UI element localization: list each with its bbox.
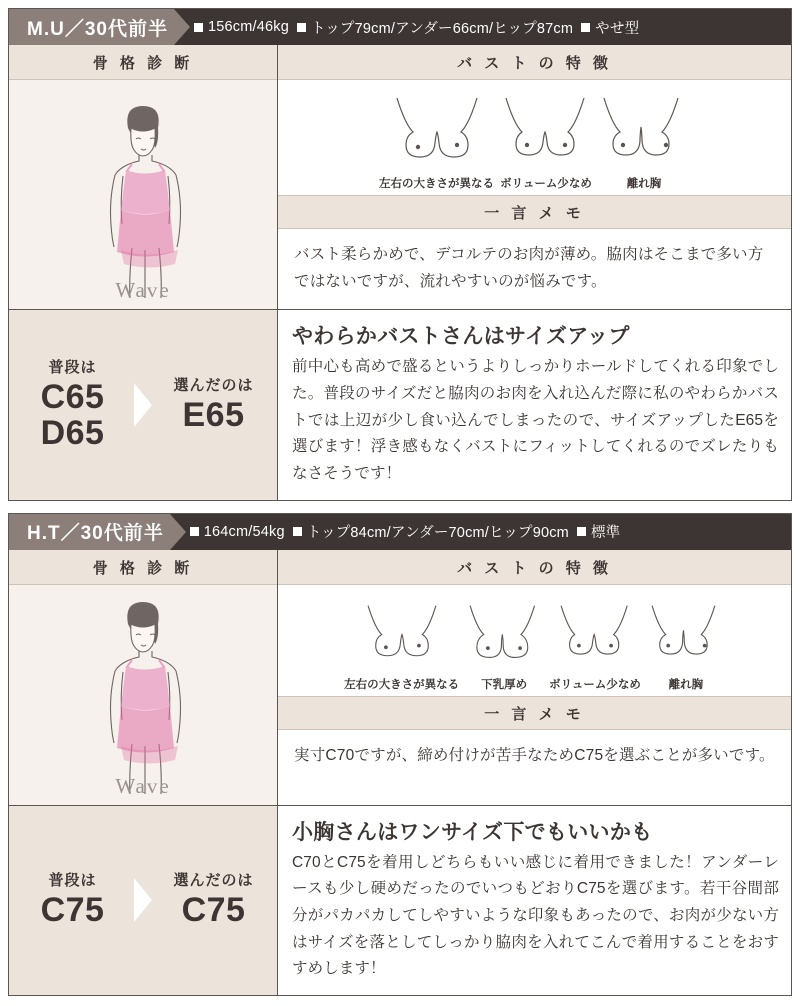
spec-text: トップ84cm/アンダー70cm/ヒップ90cm: [306, 525, 569, 542]
bust-shape-icon: [391, 90, 483, 168]
memo-text: バスト柔らかめで、デコルテのお肉が薄め。脇肉はそこまで多い方ではないですが、流れやすいのが悩みです。: [294, 246, 764, 291]
bust-feature-caption: 離れ胸: [626, 178, 662, 190]
bust-feature: [549, 595, 641, 692]
bust-feature-caption: ボリューム少なめ: [500, 178, 592, 190]
review-title: やわらかバストさんはサイズアップ: [292, 325, 630, 349]
bust-feature: [379, 90, 494, 191]
chosen-size-value: C75: [181, 891, 246, 930]
usual-size: [9, 310, 136, 499]
bust-feature-list: [278, 80, 791, 195]
review-text: C70とC75を着用しどちらもいい感じに着用できました！アンダーレースも少し硬めだったのでいつもどおりC75を選びます。若干谷間部分がパカパカしてしやすいような印象もあったので、お肉が少ない方はサイズを落としてしっかり脇肉を入れてこんで着用することをおすすめします！: [292, 853, 779, 978]
usual-size-value-1: C75: [40, 891, 105, 930]
skeleton-column: [9, 45, 278, 309]
bust-column: [278, 550, 791, 805]
usual-size-value-1: C65: [40, 377, 105, 416]
skeleton-title: 骨 格 診 断: [9, 550, 277, 585]
spec-item: [577, 521, 620, 542]
usual-size-label: 普段は: [48, 872, 97, 890]
bust-feature-caption: 下乳厚め: [481, 678, 528, 691]
bust-feature-caption: ボリューム少なめ: [549, 678, 641, 691]
skeleton-type-label: Wave: [115, 773, 171, 798]
header-wedge: [170, 514, 186, 550]
spec-text: 164cm/54kg: [203, 523, 285, 540]
bust-feature-caption: 左右の大きさが異なる: [379, 178, 494, 190]
memo-text: 実寸C70ですが、締め付けが苦手なためC75を選ぶことが多いです。: [294, 746, 775, 764]
upper-section: [9, 550, 791, 806]
body-figure: [9, 585, 277, 805]
bust-feature-list: [278, 585, 791, 696]
bust-shape-icon: [556, 595, 634, 669]
bust-shape-icon: [363, 595, 441, 669]
chosen-size-label: 選んだのは: [173, 377, 254, 395]
spec-text: 156cm/46kg: [207, 19, 289, 35]
female-body-illustration: [68, 98, 218, 303]
spec-text: トップ79cm/アンダー66cm/ヒップ87cm: [310, 20, 574, 37]
chosen-size: [150, 310, 277, 499]
person-block: [8, 513, 792, 996]
body-figure: [9, 80, 277, 309]
spec-text: やせ型: [595, 20, 640, 37]
skeleton-column: [9, 550, 278, 805]
bust-feature: [500, 90, 592, 191]
spec-text: 標準: [590, 525, 621, 542]
spec-item: [190, 524, 285, 540]
chosen-size-value: E65: [182, 396, 245, 435]
spec-item: [194, 19, 289, 35]
size-summary-section: [9, 806, 791, 995]
person-name: H.T／30代前半: [9, 514, 170, 550]
square-bullet-icon: [297, 23, 306, 32]
spec-item: [581, 17, 639, 38]
bust-feature: [647, 595, 725, 692]
usual-size-value-2: D65: [40, 414, 105, 453]
bust-shape-icon: [598, 90, 690, 168]
bust-shape-icon: [465, 595, 543, 669]
review-text: 前中心も高めで盛るというよりしっかりホールドしてくれる印象でした。普段のサイズだと脇肉のお肉を入れ込んだ際に私のやわらかバストでは上辺が少し食い込んでしまったので、サイズアップしたE65を選びます！浮き感もなくバストにフィットしてくれるのでズレたりもなさそうです！: [292, 358, 779, 482]
person-specs: [190, 9, 791, 45]
review-comment: [278, 806, 791, 995]
square-bullet-icon: [194, 23, 203, 32]
person-block: [8, 8, 792, 501]
review-title: 小胸さんはワンサイズ下でもいいかも: [292, 820, 653, 844]
upper-section: [9, 45, 791, 310]
square-bullet-icon: [581, 23, 590, 32]
person-specs: [186, 514, 791, 550]
square-bullet-icon: [577, 527, 586, 536]
bust-feature-caption: 左右の大きさが異なる: [344, 678, 460, 691]
skeleton-type-label: Wave: [115, 278, 171, 303]
person-name: M.U／30代前半: [9, 9, 174, 45]
square-bullet-icon: [190, 527, 199, 536]
chosen-size-label: 選んだのは: [173, 872, 254, 890]
header-wedge: [174, 9, 190, 45]
spec-item: [297, 17, 573, 38]
bust-column: [278, 45, 791, 309]
bust-shape-icon: [500, 90, 592, 168]
female-body-illustration: [68, 594, 218, 799]
bust-title: バ ス ト の 特 徴: [278, 550, 791, 585]
bust-feature-caption: 離れ胸: [668, 678, 704, 691]
size-comparison: [9, 806, 278, 995]
person-header: [9, 9, 791, 45]
skeleton-title: 骨 格 診 断: [9, 45, 277, 80]
bust-title: バ ス ト の 特 徴: [278, 45, 791, 80]
memo-title: 一 言 メ モ: [278, 195, 791, 229]
chosen-size: [150, 806, 277, 995]
bust-feature: [344, 595, 459, 692]
bust-shape-icon: [647, 595, 725, 669]
size-summary-section: [9, 310, 791, 499]
usual-size-label: 普段は: [48, 358, 97, 376]
square-bullet-icon: [293, 527, 302, 536]
memo-title: 一 言 メ モ: [278, 696, 791, 730]
review-comment: [278, 310, 791, 499]
bust-feature: [465, 595, 543, 692]
person-header: [9, 514, 791, 550]
spec-item: [293, 521, 569, 542]
size-comparison: [9, 310, 278, 499]
usual-size: [9, 806, 136, 995]
bust-feature: [598, 90, 690, 191]
